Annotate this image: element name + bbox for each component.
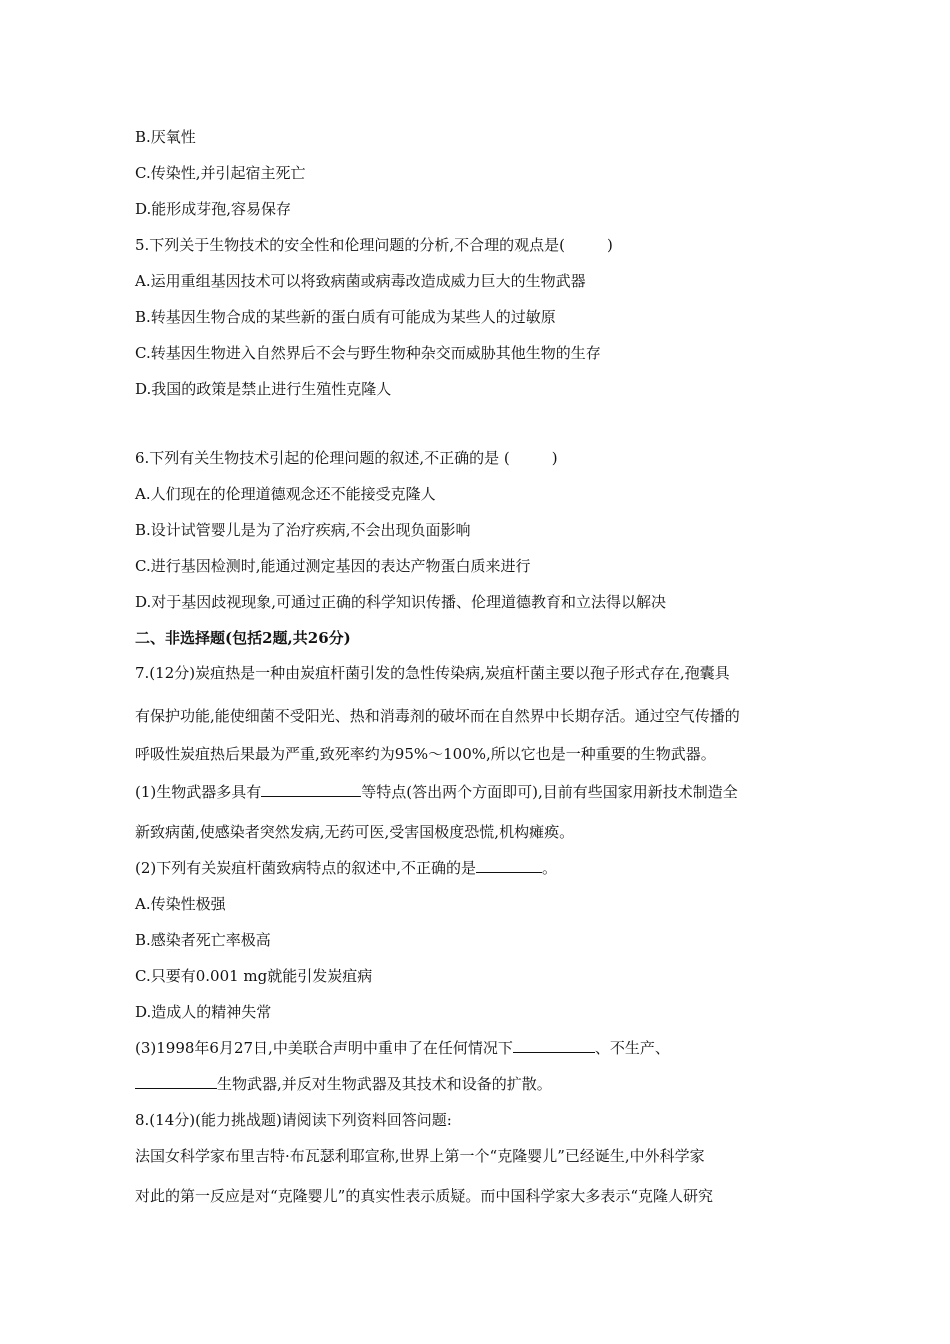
q5-option-a: A.运用重组基因技术可以将致病菌或病毒改造成威力巨大的生物武器 (135, 272, 586, 290)
q8-para-line: 对此的第一反应是对“克隆婴儿”的真实性表示质疑。而中国科学家大多表示“克隆人研究 (135, 1187, 714, 1205)
q7-part1-post: 等特点(答出两个方面即可),目前有些国家用新技术制造全 (361, 783, 738, 801)
q5-option-d: D.我国的政策是禁止进行生殖性克隆人 (135, 380, 392, 398)
q7-part2 (135, 858, 557, 878)
q4-option-c: C.传染性,并引起宿主死亡 (135, 164, 306, 182)
q7-part1 (135, 782, 738, 802)
q7-part3-blank-2[interactable] (135, 1074, 217, 1089)
q7-intro-line: 呼吸性炭疽热后果最为严重,致死率约为95%～100%,所以它也是一种重要的生物武器。 (135, 745, 716, 763)
q7-part1-pre: (1)生物武器多具有 (135, 783, 262, 801)
q7-part3-post: 生物武器,并反对生物武器及其技术和设备的扩散。 (217, 1075, 552, 1093)
q6-option-c: C.进行基因检测时,能通过测定基因的表达产物蛋白质来进行 (135, 557, 531, 575)
q7-part3 (135, 1038, 670, 1058)
q7-part1-cont: 新致病菌,使感染者突然发病,无药可医,受害国极度恐慌,机构瘫痪。 (135, 823, 575, 841)
section-heading: 二、非选择题(包括2题,共26分) (135, 629, 351, 647)
q5-option-b: B.转基因生物合成的某些新的蛋白质有可能成为某些人的过敏原 (135, 308, 556, 326)
q7-part2-pre: (2)下列有关炭疽杆菌致病特点的叙述中,不正确的是 (135, 859, 477, 877)
q6-stem (135, 448, 558, 468)
q7-part3-blank-1[interactable] (513, 1038, 595, 1053)
q5-stem-close: ) (606, 236, 613, 254)
q7-part2-post: 。 (542, 859, 558, 877)
q7-part2-option-c: C.只要有0.001 mg就能引发炭疽病 (135, 967, 373, 985)
q6-stem-text: 6.下列有关生物技术引起的伦理问题的叙述,不正确的是 ( (135, 449, 510, 467)
q7-part2-option-b: B.感染者死亡率极高 (135, 931, 271, 949)
q5-stem-text: 5.下列关于生物技术的安全性和伦理问题的分析,不合理的观点是( (135, 236, 565, 254)
q7-part3-pre: (3)1998年6月27日,中美联合声明中重申了在任何情况下 (135, 1039, 513, 1057)
q4-option-d: D.能形成芽孢,容易保存 (135, 200, 292, 218)
q6-option-a: A.人们现在的伦理道德观念还不能接受克隆人 (135, 485, 436, 503)
q7-part2-option-d: D.造成人的精神失常 (135, 1003, 272, 1021)
q4-option-b: B.厌氧性 (135, 128, 196, 146)
q7-intro-line: 有保护功能,能使细菌不受阳光、热和消毒剂的破坏而在自然界中长期存活。通过空气传播的 (135, 707, 740, 725)
q5-stem (135, 235, 613, 255)
q6-option-d: D.对于基因歧视现象,可通过正确的科学知识传播、伦理道德教育和立法得以解决 (135, 593, 667, 611)
q7-part2-blank[interactable] (476, 858, 542, 873)
q7-intro-line: 7.(12分)炭疽热是一种由炭疽杆菌引发的急性传染病,炭疽杆菌主要以孢子形式存在,孢囊具 (135, 664, 730, 682)
q7-part1-blank[interactable] (261, 782, 361, 797)
q6-stem-close: ) (551, 449, 558, 467)
q7-part2-option-a: A.传染性极强 (135, 895, 226, 913)
q6-option-b: B.设计试管婴儿是为了治疗疾病,不会出现负面影响 (135, 521, 471, 539)
q7-part3-mid: 、不生产、 (594, 1039, 670, 1057)
q8-stem: 8.(14分)(能力挑战题)请阅读下列资料回答问题: (135, 1111, 452, 1129)
q7-part3-cont (135, 1074, 552, 1094)
q8-para-line: 法国女科学家布里吉特·布瓦瑟利耶宣称,世界上第一个“克隆婴儿”已经诞生,中外科学家 (135, 1147, 705, 1165)
q5-option-c: C.转基因生物进入自然界后不会与野生物种杂交而威胁其他生物的生存 (135, 344, 601, 362)
